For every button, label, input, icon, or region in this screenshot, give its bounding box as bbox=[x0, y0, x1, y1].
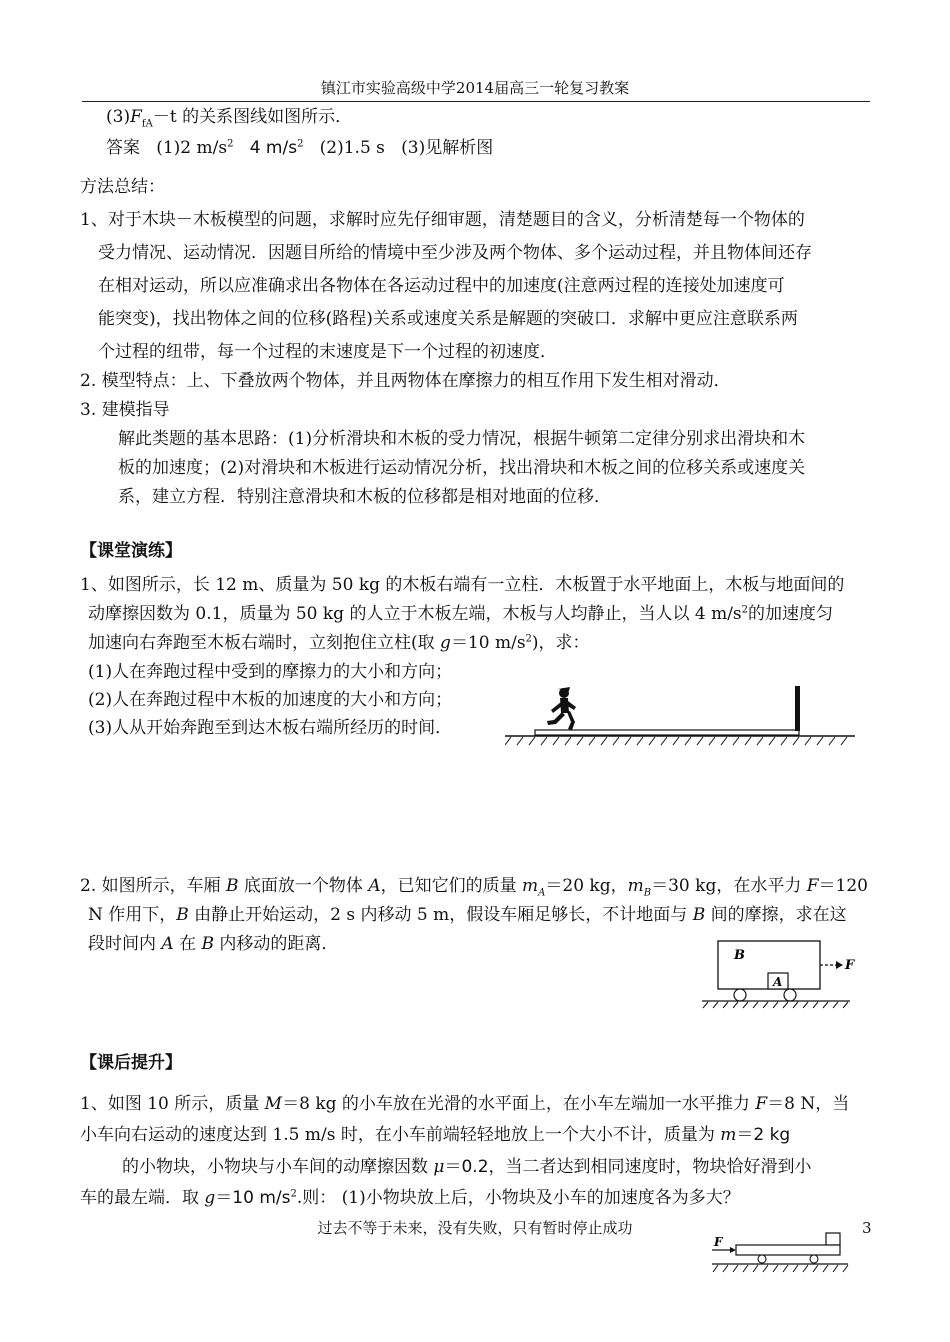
method-p1-line: 1、对于木块－木板模型的问题，求解时应先仔细审题，清楚题目的含义，分析清楚每一个物体的 bbox=[80, 210, 805, 230]
method-p1-line: 在相对运动，所以应准确求出各物体在各运动过程中的加速度(注意两过程的连接处加速度可 bbox=[98, 276, 785, 296]
method-p1-line: 个过程的纽带，每一个过程的末速度是下一个过程的初速度． bbox=[98, 342, 557, 362]
q1-sub: (1)人在奔跑过程中受到的摩擦力的大小和方向； bbox=[88, 662, 453, 682]
runner-plank-figure bbox=[505, 680, 855, 750]
method-p3-line: 系，建立方程．特别注意滑块和木板的位移都是相对地面的位移． bbox=[118, 487, 611, 507]
q2-line: 2. 如图所示，车厢 B 底面放一个物体 A，已知它们的质量 $m_A=20$ kg，$m_B=30$ kg，在水平力 F＝120 bbox=[80, 876, 868, 899]
q1-sub: (3)人从开始奔跑至到达木板右端所经历的时间． bbox=[88, 718, 453, 738]
force-label-F: F bbox=[714, 1235, 723, 1249]
q2-line: 段时间内 A 在 B 内移动的距离． bbox=[88, 934, 339, 954]
block-label-A: A bbox=[773, 975, 783, 989]
after-q1-line: 1、如图 10 所示，质量 M＝8 kg 的小车放在光滑的水平面上，在小车左端加一水平推力 F＝8 N，当 bbox=[80, 1094, 850, 1114]
q1-line: 动摩擦因数为 0.1，质量为 50 kg 的人立于木板左端，木板与人均静止，当人以 4 $m/s^2$的加速度匀 bbox=[88, 604, 834, 624]
runner-icon bbox=[547, 687, 576, 730]
q1-sub: (2)人在奔跑过程中木板的加速度的大小和方向； bbox=[88, 690, 453, 710]
method-p3-line: 解此类题的基本思路：(1)分析滑块和木板的受力情况，根据牛顿第二定律分别求出滑块和木 bbox=[118, 429, 806, 449]
cart-label-B: B bbox=[734, 948, 745, 963]
method-p3-title: 3. 建模指导 bbox=[80, 400, 170, 420]
after-q1-line: 车的最左端．取 g＝10 $m/s^2$.则： (1)小物块放上后，小物块及小车的加速度各为多大？ bbox=[80, 1188, 740, 1208]
method-title: 方法总结： bbox=[80, 177, 165, 197]
q2-line: N 作用下，B 由静止开始运动，2 s 内移动 5 m，假设车厢足够长，不计地面与 B 间的摩擦，求在这 bbox=[88, 905, 847, 925]
cart-figure bbox=[700, 935, 860, 1010]
after-q1-line: 小车向右运动的速度达到 1.5 m/s 时，在小车前端轻轻地放上一个大小不计，质量为 m＝2 kg bbox=[80, 1125, 791, 1145]
section-title-after-class: 【课后提升】 bbox=[80, 1053, 182, 1073]
method-p3-line: 板的加速度；(2)对滑块和木板进行运动情况分析，找出滑块和木板之间的位移关系或速度关 bbox=[118, 458, 806, 478]
force-label-F: F bbox=[845, 958, 855, 973]
page-number: 3 bbox=[862, 1219, 872, 1237]
after-q1-line: 的小物块，小物块与小车间的动摩擦因数 μ＝0.2，当二者达到相同速度时，物块恰好滑到小 bbox=[122, 1157, 812, 1177]
q1-line: 加速向右奔跑至木板右端时，立刻抱住立柱(取 g＝10 $m/s^2$)，求： bbox=[88, 633, 590, 653]
method-p1-line: 能突变)，找出物体之间的位移(路程)关系或速度关系是解题的突破口．求解中更应注意联系两 bbox=[98, 309, 798, 329]
method-p2: 2. 模型特点：上、下叠放两个物体，并且两物体在摩擦力的相互作用下发生相对滑动． bbox=[80, 371, 731, 391]
footer-motto: 过去不等于未来，没有失败，只有暂时停止成功 bbox=[317, 1219, 633, 1237]
pushed-cart-figure bbox=[710, 1226, 850, 1278]
header-rule bbox=[82, 101, 870, 102]
section-title-classroom: 【课堂演练】 bbox=[80, 541, 182, 561]
answer-line: 答案 (1)2 $m/s^2$ 4 $m/s^2$ (2)1.5 s (3)见解析图 bbox=[106, 138, 494, 158]
graph-note: $(3)F_{fA}-t$ 的关系图线如图所示． bbox=[106, 107, 353, 130]
method-p1-line: 受力情况、运动情况．因题目所给的情境中至少涉及两个物体、多个运动过程，并且物体间还存 bbox=[98, 243, 812, 263]
q1-line: 1、如图所示，长 12 m、质量为 50 kg 的木板右端有一立柱．木板置于水平地面上，木板与地面间的 bbox=[80, 575, 845, 595]
page-header-title: 镇江市实验高级中学2014届高三一轮复习教案 bbox=[320, 79, 630, 97]
